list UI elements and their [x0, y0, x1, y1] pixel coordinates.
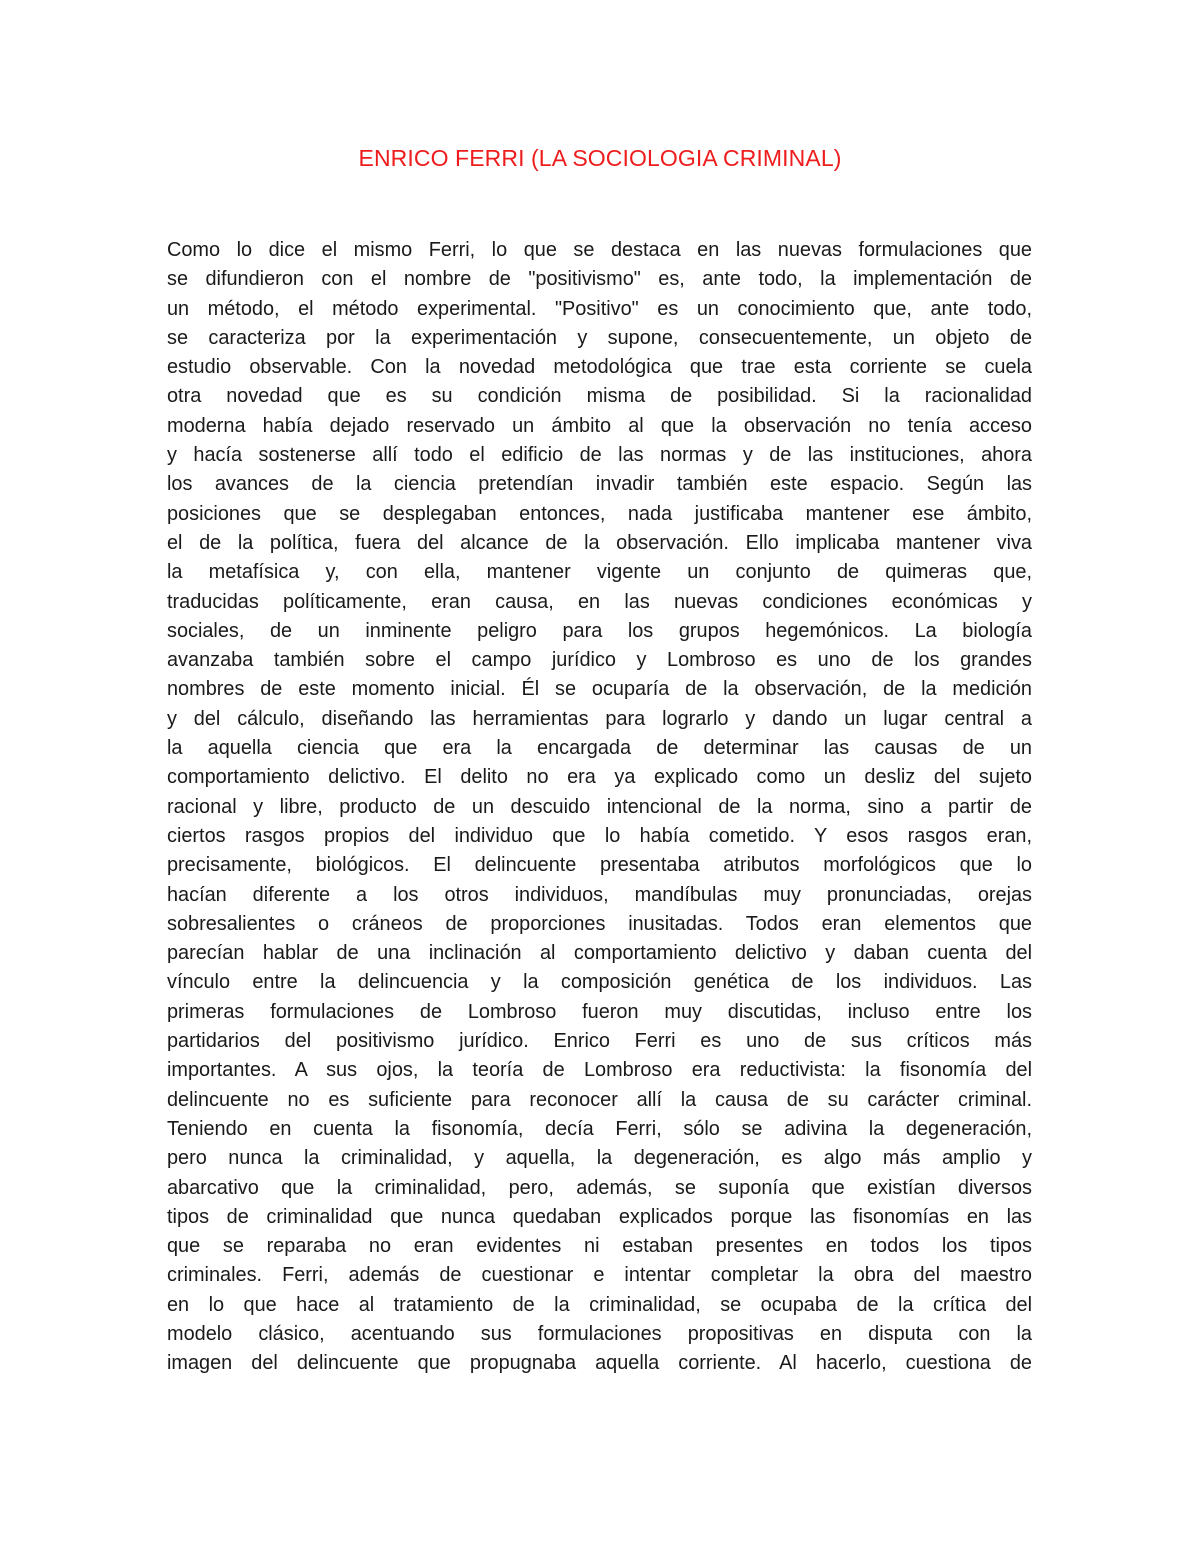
paragraph-line: avanzaba también sobre el campo jurídico y Lombroso es uno de los grandes — [167, 649, 1032, 672]
paragraph-line: delincuente no es suficiente para reconocer allí la causa de su carácter criminal. — [167, 1088, 1032, 1111]
paragraph-line: importantes. A sus ojos, la teoría de Lombroso era reductivista: la fisonomía del — [167, 1059, 1032, 1082]
paragraph-line: racional y libre, producto de un descuido intencional de la norma, sino a partir de — [167, 795, 1032, 818]
document-title: ENRICO FERRI (LA SOCIOLOGIA CRIMINAL) — [358, 145, 842, 171]
paragraph-line: y del cálculo, diseñando las herramientas para lograrlo y dando un lugar central a — [167, 707, 1032, 730]
paragraph-line: en lo que hace al tratamiento de la criminalidad, se ocupaba de la crítica del — [167, 1293, 1032, 1316]
paragraph-line: estudio observable. Con la novedad metodológica que trae esta corriente se cuela — [167, 356, 1032, 379]
paragraph-line: otra novedad que es su condición misma de posibilidad. Si la racionalidad — [167, 385, 1032, 408]
paragraph-line: tipos de criminalidad que nunca quedaban explicados porque las fisonomías en las — [167, 1205, 1032, 1228]
paragraph-line: posiciones que se desplegaban entonces, nada justificaba mantener ese ámbito, — [167, 502, 1032, 525]
paragraph-line: y hacía sostenerse allí todo el edificio de las normas y de las instituciones, ahora — [167, 444, 1032, 467]
paragraph-line: sociales, de un inminente peligro para los grupos hegemónicos. La biología — [167, 619, 1032, 642]
paragraph-line: el de la política, fuera del alcance de la observación. Ello implicaba mantener viva — [167, 531, 1032, 554]
paragraph-line: se difundieron con el nombre de "positivismo" es, ante todo, la implementación de — [167, 268, 1032, 291]
paragraph-line: se caracteriza por la experimentación y supone, consecuentemente, un objeto de — [167, 326, 1032, 349]
paragraph-line: los avances de la ciencia pretendían invadir también este espacio. Según las — [167, 473, 1032, 496]
paragraph-line: la aquella ciencia que era la encargada de determinar las causas de un — [167, 737, 1032, 760]
paragraph-line: Teniendo en cuenta la fisonomía, decía Ferri, sólo se adivina la degeneración, — [167, 1117, 1032, 1140]
paragraph-line: la metafísica y, con ella, mantener vigente un conjunto de quimeras que, — [167, 561, 1032, 584]
paragraph-line: imagen del delincuente que propugnaba aquella corriente. Al hacerlo, cuestiona de — [167, 1352, 1032, 1375]
paragraph-line: nombres de este momento inicial. Él se ocuparía de la observación, de la medición — [167, 678, 1032, 701]
paragraph-line: precisamente, biológicos. El delincuente presentaba atributos morfológicos que lo — [167, 854, 1032, 877]
paragraph-line: modelo clásico, acentuando sus formulaciones propositivas en disputa con la — [167, 1322, 1032, 1345]
paragraph-line: ciertos rasgos propios del individuo que lo había cometido. Y esos rasgos eran, — [167, 824, 1032, 847]
paragraph-line: que se reparaba no eran evidentes ni estaban presentes en todos los tipos — [167, 1235, 1032, 1258]
document-body — [167, 236, 1032, 1379]
paragraph-line: pero nunca la criminalidad, y aquella, la degeneración, es algo más amplio y — [167, 1147, 1032, 1170]
paragraph-line: abarcativo que la criminalidad, pero, además, se suponía que existían diversos — [167, 1176, 1032, 1199]
paragraph-line: un método, el método experimental. "Positivo" es un conocimiento que, ante todo, — [167, 297, 1032, 320]
paragraph-line: vínculo entre la delincuencia y la composición genética de los individuos. Las — [167, 971, 1032, 994]
paragraph-line: moderna había dejado reservado un ámbito al que la observación no tenía acceso — [167, 414, 1032, 437]
paragraph-line: traducidas políticamente, eran causa, en las nuevas condiciones económicas y — [167, 590, 1032, 613]
paragraph-line: primeras formulaciones de Lombroso fueron muy discutidas, incluso entre los — [167, 1000, 1032, 1023]
paragraph-line: Como lo dice el mismo Ferri, lo que se destaca en las nuevas formulaciones que — [167, 239, 1032, 261]
paragraph-line: partidarios del positivismo jurídico. Enrico Ferri es uno de sus críticos más — [167, 1030, 1032, 1053]
paragraph-line: comportamiento delictivo. El delito no era ya explicado como un desliz del sujeto — [167, 766, 1032, 789]
paragraph-line: hacían diferente a los otros individuos, mandíbulas muy pronunciadas, orejas — [167, 883, 1032, 906]
paragraph-line: sobresalientes o cráneos de proporciones inusitadas. Todos eran elementos que — [167, 912, 1032, 935]
paragraph-line: parecían hablar de una inclinación al comportamiento delictivo y daban cuenta del — [167, 942, 1032, 965]
paragraph-line: criminales. Ferri, además de cuestionar e intentar completar la obra del maestro — [167, 1264, 1032, 1287]
